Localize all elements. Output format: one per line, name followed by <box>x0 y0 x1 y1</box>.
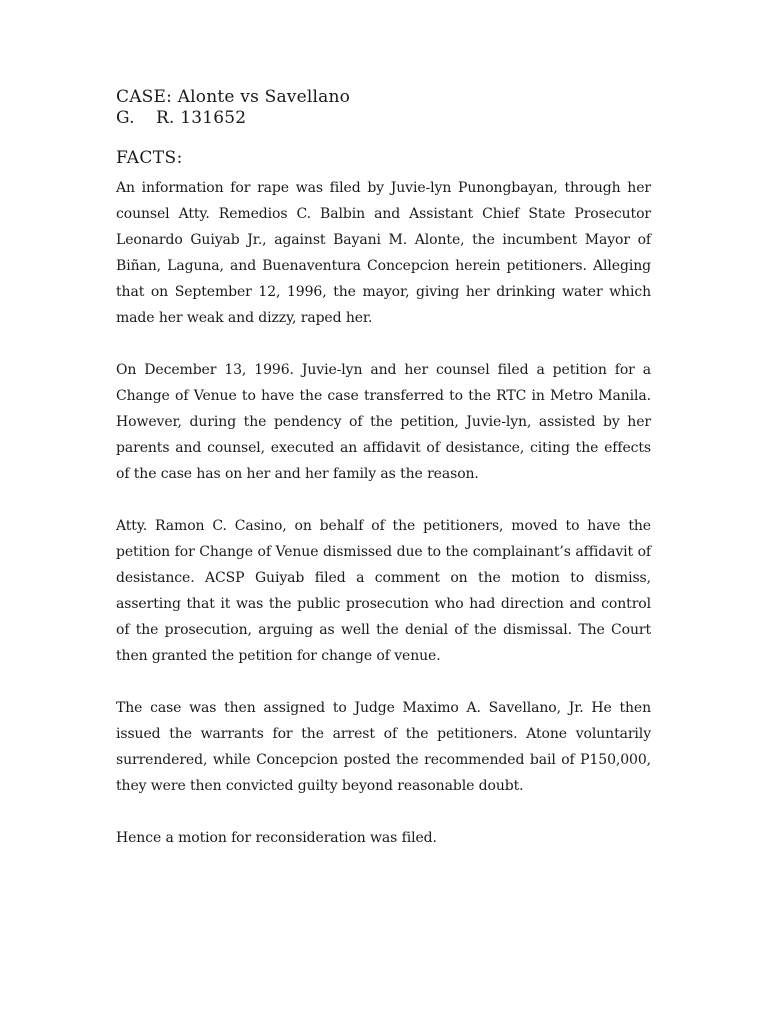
case-header <box>116 87 350 129</box>
facts-paragraph-4: The case was then assigned to Judge Maximo A. Savellano, Jr. He then issued the warrants for the arrest of the petitioners. Atone voluntarily surrendered, while Concepcion posted the recommended bail of P150,000, they were then convicted guilty beyond reasonable doubt. <box>116 700 651 794</box>
gr-number: R. 131652 <box>156 108 247 128</box>
case-title: CASE: Alonte vs Savellano <box>116 87 351 107</box>
facts-heading: FACTS: <box>116 148 183 168</box>
facts-paragraph-3: Atty. Ramon C. Casino, on behalf of the petitioners, moved to have the petition for Change of Venue dismissed due to the complainant’s affidavit of desistance. ACSP Guiyab filed a comment on the motion to dismiss, asserting that it was the public prosecution who had direction and control of the prosecution, arguing as well the denial of the dismissal. The Court then granted the petition for change of venue. <box>116 518 651 664</box>
gr-prefix: G. <box>116 108 135 128</box>
facts-paragraph-2: On December 13, 1996. Juvie-lyn and her counsel filed a petition for a Change of Venue to have the case transferred to the RTC in Metro Manila. However, during the pendency of the petition, Juvie-lyn, assisted by her parents and counsel, executed an affidavit of desistance, citing the effects of the case has on her and her family as the reason. <box>116 362 651 482</box>
gr-number-line <box>116 108 350 129</box>
facts-body <box>116 175 651 877</box>
facts-paragraph-1: An information for rape was filed by Juvie-lyn Punongbayan, through her counsel Atty. Remedios C. Balbin and Assistant Chief State Prosecutor Leonardo Guiyab Jr., against Bayani M. Alonte, the incumbent Mayor of Biñan, Laguna, and Buenaventura Concepcion herein petitioners. Alleging that on September 12, 1996, the mayor, giving her drinking water which made her weak and dizzy, raped her. <box>116 180 651 326</box>
facts-paragraph-5: Hence a motion for reconsideration was filed. <box>116 830 437 846</box>
